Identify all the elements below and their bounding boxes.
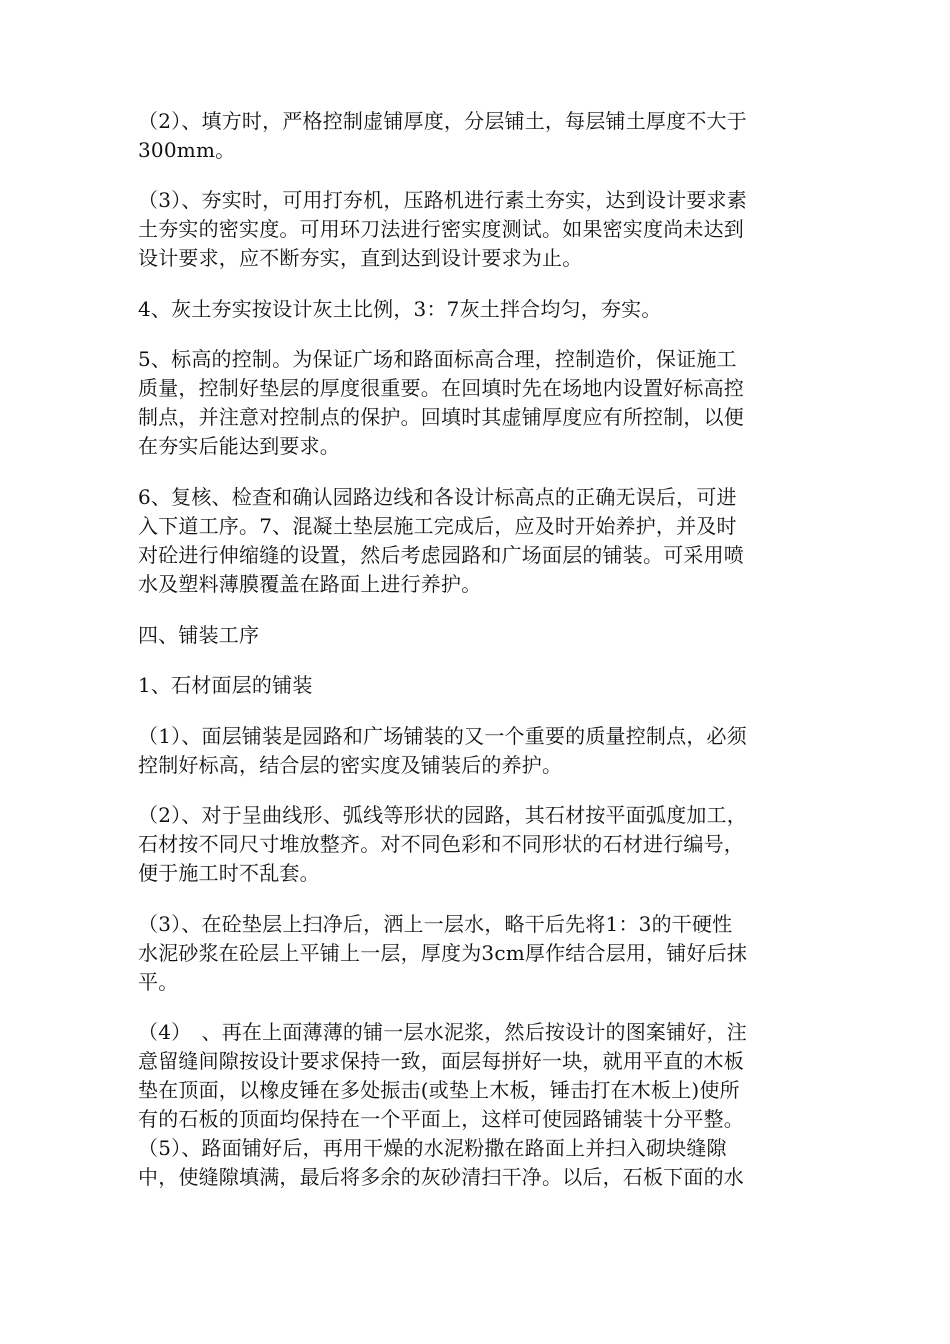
text-line: （3）、夯实时，可用打夯机，压路机进行素土夯实，达到设计要求素 <box>138 188 747 212</box>
text-line: 平。 <box>138 970 179 994</box>
text-line: （2）、对于呈曲线形、弧线等形状的园路，其石材按平面弧度加工， <box>138 803 747 827</box>
text-line: 设计要求，应不断夯实，直到达到设计要求为止。 <box>138 246 583 270</box>
text-line: 垫在顶面，以橡皮锤在多处振击(或垫上木板，锤击打在木板上)使所 <box>138 1078 740 1102</box>
paragraph-review-curing <box>138 483 828 599</box>
text-line: 意留缝间隙按设计要求保持一致，面层每拼好一块，就用平直的木板 <box>138 1049 744 1073</box>
text-line: （3）、在砼垫层上扫净后，洒上一层水，略干后先将1：3的干硬性 <box>138 912 733 936</box>
text-line: 300mm。 <box>138 138 236 162</box>
text-line: （1）、面层铺装是园路和广场铺装的又一个重要的质量控制点，必须 <box>138 724 747 748</box>
text-line: 水泥砂浆在砼层上平铺上一层，厚度为3cm厚作结合层用，铺好后抹 <box>138 941 748 965</box>
text-line: 对砼进行伸缩缝的设置，然后考虑园路和广场面层的铺装。可采用喷 <box>138 543 744 567</box>
text-line: 5、标高的控制。为保证广场和路面标高合理，控制造价，保证施工 <box>138 347 737 371</box>
text-line: 6、复核、检查和确认园路边线和各设计标高点的正确无误后，可进 <box>138 485 737 509</box>
paragraph-elevation-control <box>138 345 828 461</box>
text-line: （5）、路面铺好后，再用干燥的水泥粉撒在路面上并扫入砌块缝隙 <box>138 1136 727 1160</box>
text-line: 4、灰土夯实按设计灰土比例，3：7灰土拌合均匀，夯实。 <box>138 297 662 321</box>
paragraph-compaction <box>138 186 828 273</box>
text-line: 便于施工时不乱套。 <box>138 861 320 885</box>
paragraph-quality-control <box>138 722 828 780</box>
text-line: 有的石板的顶面均保持在一个平面上，这样可使园路铺装十分平整。 <box>138 1107 744 1131</box>
text-line: 控制好标高，结合层的密实度及铺装后的养护。 <box>138 753 563 777</box>
text-line: （4） 、再在上面薄薄的铺一层水泥浆，然后按设计的图案铺好，注 <box>138 1020 747 1044</box>
text-line: 土夯实的密实度。可用环刀法进行密实度测试。如果密实度尚未达到 <box>138 217 744 241</box>
text-line: 制点，并注意对控制点的保护。回填时其虚铺厚度应有所控制，以便 <box>138 405 744 429</box>
text-line: 在夯实后能达到要求。 <box>138 434 340 458</box>
text-line: （2）、填方时，严格控制虚铺厚度，分层铺土，每层铺土厚度不大于 <box>138 109 747 133</box>
paragraph-fill-thickness <box>138 107 828 165</box>
paragraph-curved-paths <box>138 801 828 888</box>
text-line: 入下道工序。7、混凝土垫层施工完成后，应及时开始养护，并及时 <box>138 514 737 538</box>
text-line: 1、石材面层的铺装 <box>138 673 313 697</box>
section-heading-paving <box>138 621 828 650</box>
paragraph-mortar-bed <box>138 910 828 997</box>
paragraph-laying-joints <box>138 1018 828 1192</box>
text-line: 石材按不同尺寸堆放整齐。对不同色彩和不同形状的石材进行编号， <box>138 832 744 856</box>
subheading-stone-paving <box>138 671 828 700</box>
text-line: 中，使缝隙填满，最后将多余的灰砂清扫干净。以后，石板下面的水 <box>138 1165 744 1189</box>
text-line: 水及塑料薄膜覆盖在路面上进行养护。 <box>138 572 482 596</box>
paragraph-lime-soil <box>138 295 828 324</box>
text-line: 四、铺装工序 <box>138 623 260 647</box>
text-line: 质量，控制好垫层的厚度很重要。在回填时先在场地内设置好标高控 <box>138 376 744 400</box>
